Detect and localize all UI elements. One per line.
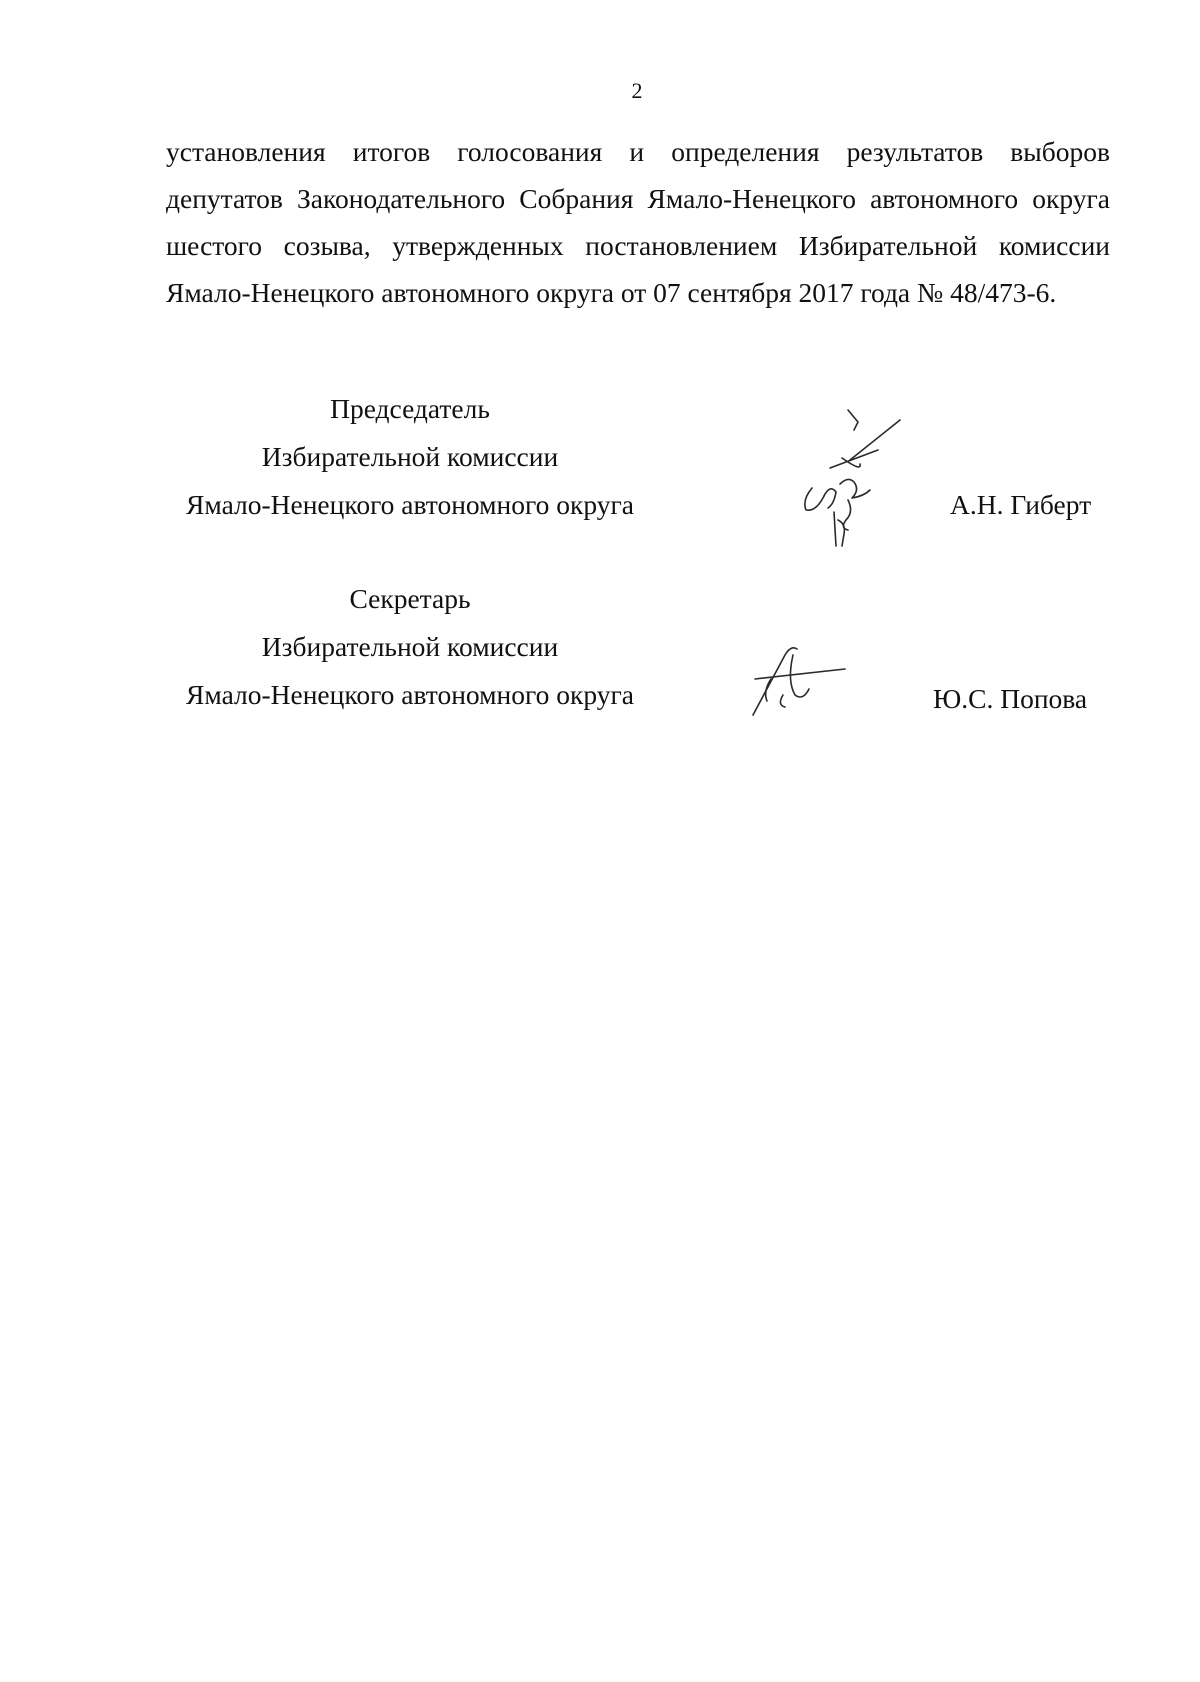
secretary-role-line-2: Избирательной комиссии	[261, 631, 559, 662]
chairman-role-line-3: Ямало-Ненецкого автономного округа	[186, 489, 634, 520]
chairman-role-line-2: Избирательной комиссии	[261, 441, 559, 472]
body-line-1: установления итогов голосования и определения результатов выборов	[166, 136, 1110, 167]
secretary-role-line-3: Ямало-Ненецкого автономного округа	[186, 679, 634, 710]
body-paragraph	[166, 128, 1110, 316]
secretary-name: Ю.С. Попова	[933, 683, 1088, 714]
secretary-role-block	[150, 575, 670, 719]
secretary-role-line-1: Секретарь	[349, 583, 471, 614]
page-number: 2	[631, 78, 643, 103]
body-line-4: Ямало-Ненецкого автономного округа от 07 сентября 2017 года № 48/473-6.	[166, 277, 1057, 308]
chairman-role-block	[150, 385, 670, 529]
chairman-role-line-1: Председатель	[330, 393, 490, 424]
chairman-name: А.Н. Гиберт	[950, 489, 1092, 520]
body-line-2: депутатов Законодательного Собрания Ямало-Ненецкого автономного округа	[166, 183, 1110, 214]
secretary-handwritten-signature	[745, 635, 855, 725]
chairman-handwritten-signature	[790, 400, 920, 550]
body-line-3: шестого созыва, утвержденных постановлением Избирательной комиссии	[166, 230, 1110, 261]
